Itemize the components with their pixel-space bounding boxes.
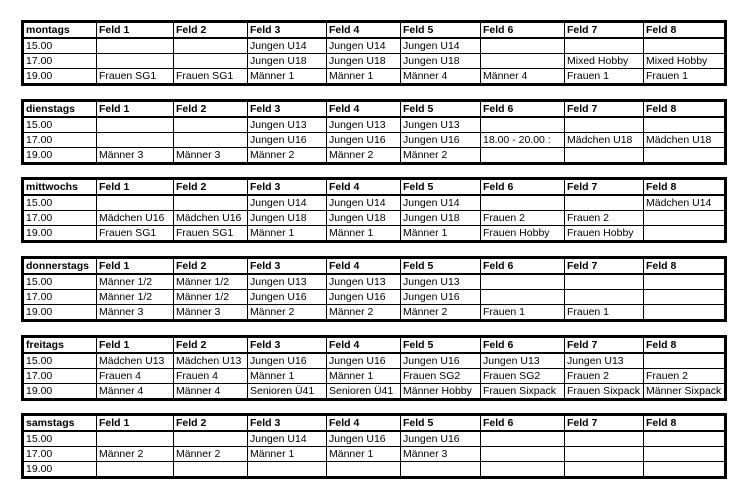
slot-cell: Jungen U13 xyxy=(481,353,565,369)
slot-cell: Jungen U13 xyxy=(401,274,481,290)
time-cell: 15.00 xyxy=(23,353,97,369)
court-header: Feld 3 xyxy=(248,415,327,432)
slot-cell: Männer 2 xyxy=(174,447,248,462)
court-header: Feld 1 xyxy=(97,258,174,275)
slot-cell xyxy=(565,462,644,478)
court-header: Feld 8 xyxy=(644,179,726,196)
time-row xyxy=(23,369,726,384)
time-row xyxy=(23,211,726,226)
slot-cell: Jungen U16 xyxy=(248,290,327,305)
time-cell: 17.00 xyxy=(23,211,97,226)
court-header: Feld 5 xyxy=(401,258,481,275)
slot-cell: Männer 1 xyxy=(248,447,327,462)
slot-cell: Frauen SG1 xyxy=(174,69,248,85)
court-header: Feld 7 xyxy=(565,258,644,275)
time-row xyxy=(23,290,726,305)
time-cell: 17.00 xyxy=(23,133,97,148)
court-header: Feld 4 xyxy=(327,179,401,196)
slot-cell: Jungen U13 xyxy=(565,353,644,369)
day-saturday-table xyxy=(21,413,724,479)
slot-cell: Mädchen U16 xyxy=(174,211,248,226)
slot-cell xyxy=(644,117,726,133)
court-header: Feld 5 xyxy=(401,179,481,196)
slot-cell: Männer 4 xyxy=(481,69,565,85)
slot-cell: Frauen 1 xyxy=(565,69,644,85)
time-cell: 19.00 xyxy=(23,305,97,321)
slot-cell: Männer 2 xyxy=(401,148,481,164)
slot-cell: Frauen 1 xyxy=(644,69,726,85)
court-header: Feld 2 xyxy=(174,179,248,196)
slot-cell: Männer 1 xyxy=(327,447,401,462)
court-header: Feld 7 xyxy=(565,179,644,196)
slot-cell xyxy=(174,195,248,211)
slot-cell: Männer 2 xyxy=(97,447,174,462)
slot-cell: Männer 1 xyxy=(327,226,401,242)
day-wednesday-table xyxy=(21,177,724,243)
court-header: Feld 5 xyxy=(401,101,481,118)
court-header: Feld 6 xyxy=(481,101,565,118)
header-row xyxy=(23,22,726,39)
court-header: Feld 5 xyxy=(401,415,481,432)
time-row xyxy=(23,117,726,133)
slot-cell xyxy=(565,431,644,447)
slot-cell: Jungen U18 xyxy=(248,54,327,69)
time-row xyxy=(23,226,726,242)
slot-cell: Männer 3 xyxy=(174,305,248,321)
time-row xyxy=(23,69,726,85)
time-cell: 19.00 xyxy=(23,226,97,242)
slot-cell: Männer Hobby xyxy=(401,384,481,400)
slot-cell: Frauen SG1 xyxy=(174,226,248,242)
court-header: Feld 8 xyxy=(644,258,726,275)
slot-cell: Männer 1/2 xyxy=(97,290,174,305)
slot-cell xyxy=(401,462,481,478)
schedule-table xyxy=(21,99,727,165)
time-row xyxy=(23,38,726,54)
court-header: Feld 6 xyxy=(481,415,565,432)
slot-cell: Jungen U18 xyxy=(327,54,401,69)
court-header: Feld 2 xyxy=(174,415,248,432)
time-cell: 19.00 xyxy=(23,462,97,478)
slot-cell: Männer 2 xyxy=(401,305,481,321)
header-row xyxy=(23,337,726,354)
header-row xyxy=(23,101,726,118)
header-row xyxy=(23,179,726,196)
slot-cell: Jungen U16 xyxy=(401,353,481,369)
slot-cell: Männer 1/2 xyxy=(174,290,248,305)
slot-cell: Frauen 1 xyxy=(565,305,644,321)
slot-cell: Männer 3 xyxy=(174,148,248,164)
slot-cell: Jungen U16 xyxy=(327,290,401,305)
slot-cell: Jungen U14 xyxy=(401,195,481,211)
time-row xyxy=(23,195,726,211)
slot-cell xyxy=(481,290,565,305)
slot-cell xyxy=(174,462,248,478)
day-label: dienstags xyxy=(23,101,97,118)
slot-cell xyxy=(565,38,644,54)
slot-cell: Frauen SG2 xyxy=(481,369,565,384)
slot-cell: Jungen U14 xyxy=(327,195,401,211)
slot-cell: Senioren Ü41 xyxy=(248,384,327,400)
slot-cell xyxy=(481,148,565,164)
court-header: Feld 8 xyxy=(644,415,726,432)
slot-cell xyxy=(248,462,327,478)
slot-cell xyxy=(644,305,726,321)
slot-cell: Frauen Hobby xyxy=(481,226,565,242)
slot-cell xyxy=(174,133,248,148)
court-header: Feld 8 xyxy=(644,22,726,39)
time-row xyxy=(23,353,726,369)
slot-cell: Frauen Sixpack xyxy=(565,384,644,400)
slot-cell xyxy=(565,274,644,290)
slot-cell: Jungen U14 xyxy=(248,195,327,211)
court-header: Feld 7 xyxy=(565,101,644,118)
court-header: Feld 7 xyxy=(565,22,644,39)
time-cell: 19.00 xyxy=(23,69,97,85)
slot-cell: Männer 2 xyxy=(248,305,327,321)
court-header: Feld 2 xyxy=(174,258,248,275)
court-header: Feld 7 xyxy=(565,415,644,432)
court-header: Feld 5 xyxy=(401,22,481,39)
slot-cell xyxy=(174,431,248,447)
time-row xyxy=(23,274,726,290)
time-row xyxy=(23,133,726,148)
time-cell: 17.00 xyxy=(23,369,97,384)
time-cell: 15.00 xyxy=(23,195,97,211)
schedule-table xyxy=(21,335,727,401)
court-header: Feld 1 xyxy=(97,337,174,354)
time-cell: 17.00 xyxy=(23,447,97,462)
slot-cell: Jungen U14 xyxy=(248,431,327,447)
slot-cell xyxy=(174,38,248,54)
slot-cell: Jungen U16 xyxy=(248,133,327,148)
slot-cell: Männer 1 xyxy=(401,226,481,242)
court-header: Feld 1 xyxy=(97,22,174,39)
slot-cell: Jungen U13 xyxy=(327,274,401,290)
slot-cell xyxy=(481,462,565,478)
slot-cell: Männer 1 xyxy=(248,369,327,384)
slot-cell xyxy=(97,38,174,54)
court-header: Feld 1 xyxy=(97,179,174,196)
slot-cell xyxy=(644,447,726,462)
slot-cell: Jungen U14 xyxy=(327,38,401,54)
slot-cell: Mädchen U18 xyxy=(565,133,644,148)
court-header: Feld 5 xyxy=(401,337,481,354)
slot-cell: Jungen U13 xyxy=(401,117,481,133)
time-row xyxy=(23,54,726,69)
court-header: Feld 6 xyxy=(481,22,565,39)
court-header: Feld 8 xyxy=(644,337,726,354)
slot-cell: Mädchen U18 xyxy=(644,133,726,148)
slot-cell xyxy=(644,274,726,290)
time-cell: 17.00 xyxy=(23,290,97,305)
slot-cell xyxy=(174,117,248,133)
day-label: mittwochs xyxy=(23,179,97,196)
time-cell: 15.00 xyxy=(23,38,97,54)
slot-cell: Jungen U14 xyxy=(401,38,481,54)
court-header: Feld 3 xyxy=(248,258,327,275)
slot-cell: Frauen Hobby xyxy=(565,226,644,242)
time-cell: 19.00 xyxy=(23,384,97,400)
slot-cell xyxy=(481,447,565,462)
slot-cell xyxy=(97,54,174,69)
schedule-table xyxy=(21,256,727,322)
header-row xyxy=(23,415,726,432)
day-friday-table xyxy=(21,335,724,401)
slot-cell: Jungen U13 xyxy=(248,117,327,133)
slot-cell xyxy=(644,431,726,447)
court-header: Feld 3 xyxy=(248,337,327,354)
slot-cell: Jungen U18 xyxy=(401,211,481,226)
court-header: Feld 4 xyxy=(327,337,401,354)
slot-cell: Jungen U14 xyxy=(248,38,327,54)
time-row xyxy=(23,305,726,321)
slot-cell: Männer 1/2 xyxy=(97,274,174,290)
court-header: Feld 7 xyxy=(565,337,644,354)
day-thursday-table xyxy=(21,256,724,322)
slot-cell xyxy=(97,195,174,211)
slot-cell xyxy=(565,195,644,211)
slot-cell: Männer 4 xyxy=(174,384,248,400)
slot-cell: Jungen U16 xyxy=(401,133,481,148)
court-header: Feld 6 xyxy=(481,258,565,275)
day-label: donnerstags xyxy=(23,258,97,275)
slot-cell xyxy=(565,290,644,305)
court-header: Feld 2 xyxy=(174,337,248,354)
slot-cell: Männer 3 xyxy=(97,305,174,321)
time-row xyxy=(23,148,726,164)
time-cell: 19.00 xyxy=(23,148,97,164)
slot-cell: Männer 1 xyxy=(248,69,327,85)
slot-cell xyxy=(481,117,565,133)
slot-cell: Männer 1 xyxy=(327,69,401,85)
slot-cell: Jungen U16 xyxy=(401,290,481,305)
slot-cell: Jungen U16 xyxy=(327,431,401,447)
slot-cell: Jungen U13 xyxy=(248,274,327,290)
slot-cell: Frauen SG2 xyxy=(401,369,481,384)
slot-cell: Jungen U18 xyxy=(327,211,401,226)
slot-cell: Jungen U16 xyxy=(401,431,481,447)
court-header: Feld 2 xyxy=(174,101,248,118)
slot-cell: Frauen 1 xyxy=(481,305,565,321)
slot-cell xyxy=(565,148,644,164)
slot-cell: Jungen U13 xyxy=(327,117,401,133)
slot-cell: Frauen 4 xyxy=(174,369,248,384)
slot-cell: Jungen U16 xyxy=(327,353,401,369)
slot-cell: Männer 4 xyxy=(401,69,481,85)
slot-cell: Mädchen U14 xyxy=(644,195,726,211)
slot-cell xyxy=(97,117,174,133)
time-cell: 15.00 xyxy=(23,117,97,133)
slot-cell xyxy=(644,462,726,478)
header-row xyxy=(23,258,726,275)
court-header: Feld 6 xyxy=(481,179,565,196)
slot-cell xyxy=(644,211,726,226)
slot-cell: Mixed Hobby xyxy=(644,54,726,69)
slot-cell xyxy=(481,38,565,54)
court-header: Feld 1 xyxy=(97,101,174,118)
day-monday-table xyxy=(21,20,724,86)
slot-cell: Männer 1/2 xyxy=(174,274,248,290)
slot-cell: Männer 1 xyxy=(327,369,401,384)
day-label: freitags xyxy=(23,337,97,354)
slot-cell xyxy=(644,38,726,54)
slot-cell xyxy=(481,274,565,290)
time-cell: 15.00 xyxy=(23,431,97,447)
schedule-table xyxy=(21,413,727,479)
court-header: Feld 3 xyxy=(248,101,327,118)
schedule-table xyxy=(21,20,727,86)
slot-cell xyxy=(565,117,644,133)
slot-cell: Jungen U16 xyxy=(248,353,327,369)
slot-cell: Männer Sixpack xyxy=(644,384,726,400)
slot-cell xyxy=(97,462,174,478)
slot-cell xyxy=(97,431,174,447)
slot-cell xyxy=(97,133,174,148)
day-tuesday-table xyxy=(21,99,724,165)
slot-cell: Frauen 2 xyxy=(565,211,644,226)
time-cell: 15.00 xyxy=(23,274,97,290)
court-header: Feld 1 xyxy=(97,415,174,432)
slot-cell: Männer 1 xyxy=(248,226,327,242)
slot-cell xyxy=(644,353,726,369)
court-header: Feld 6 xyxy=(481,337,565,354)
slot-cell: Mixed Hobby xyxy=(565,54,644,69)
slot-cell xyxy=(327,462,401,478)
slot-cell: Männer 2 xyxy=(248,148,327,164)
slot-cell: Jungen U18 xyxy=(248,211,327,226)
court-header: Feld 3 xyxy=(248,179,327,196)
slot-cell: Frauen SG1 xyxy=(97,69,174,85)
slot-cell xyxy=(644,226,726,242)
court-header: Feld 4 xyxy=(327,101,401,118)
time-row xyxy=(23,447,726,462)
court-header: Feld 3 xyxy=(248,22,327,39)
slot-cell: Männer 2 xyxy=(327,305,401,321)
slot-cell: Frauen 4 xyxy=(97,369,174,384)
schedule-table xyxy=(21,177,727,243)
slot-cell: Männer 4 xyxy=(97,384,174,400)
slot-cell: Männer 2 xyxy=(327,148,401,164)
slot-cell: Mädchen U13 xyxy=(174,353,248,369)
slot-cell xyxy=(481,54,565,69)
slot-cell: Frauen 2 xyxy=(481,211,565,226)
slot-cell: 18.00 - 20.00 : xyxy=(481,133,565,148)
slot-cell: Frauen Sixpack xyxy=(481,384,565,400)
slot-cell: Jungen U16 xyxy=(327,133,401,148)
slot-cell: Frauen 2 xyxy=(565,369,644,384)
day-label: samstags xyxy=(23,415,97,432)
court-header: Feld 4 xyxy=(327,258,401,275)
time-row xyxy=(23,384,726,400)
slot-cell xyxy=(644,148,726,164)
slot-cell: Senioren Ü41 xyxy=(327,384,401,400)
slot-cell xyxy=(565,447,644,462)
slot-cell xyxy=(644,290,726,305)
day-label: montags xyxy=(23,22,97,39)
slot-cell xyxy=(174,54,248,69)
slot-cell: Frauen 2 xyxy=(644,369,726,384)
court-header: Feld 8 xyxy=(644,101,726,118)
slot-cell: Mädchen U13 xyxy=(97,353,174,369)
court-header: Feld 4 xyxy=(327,22,401,39)
court-header: Feld 2 xyxy=(174,22,248,39)
slot-cell: Männer 3 xyxy=(401,447,481,462)
time-row xyxy=(23,462,726,478)
slot-cell: Frauen SG1 xyxy=(97,226,174,242)
time-cell: 17.00 xyxy=(23,54,97,69)
slot-cell xyxy=(481,431,565,447)
time-row xyxy=(23,431,726,447)
slot-cell: Mädchen U16 xyxy=(97,211,174,226)
slot-cell xyxy=(481,195,565,211)
slot-cell: Männer 3 xyxy=(97,148,174,164)
court-header: Feld 4 xyxy=(327,415,401,432)
slot-cell: Jungen U18 xyxy=(401,54,481,69)
